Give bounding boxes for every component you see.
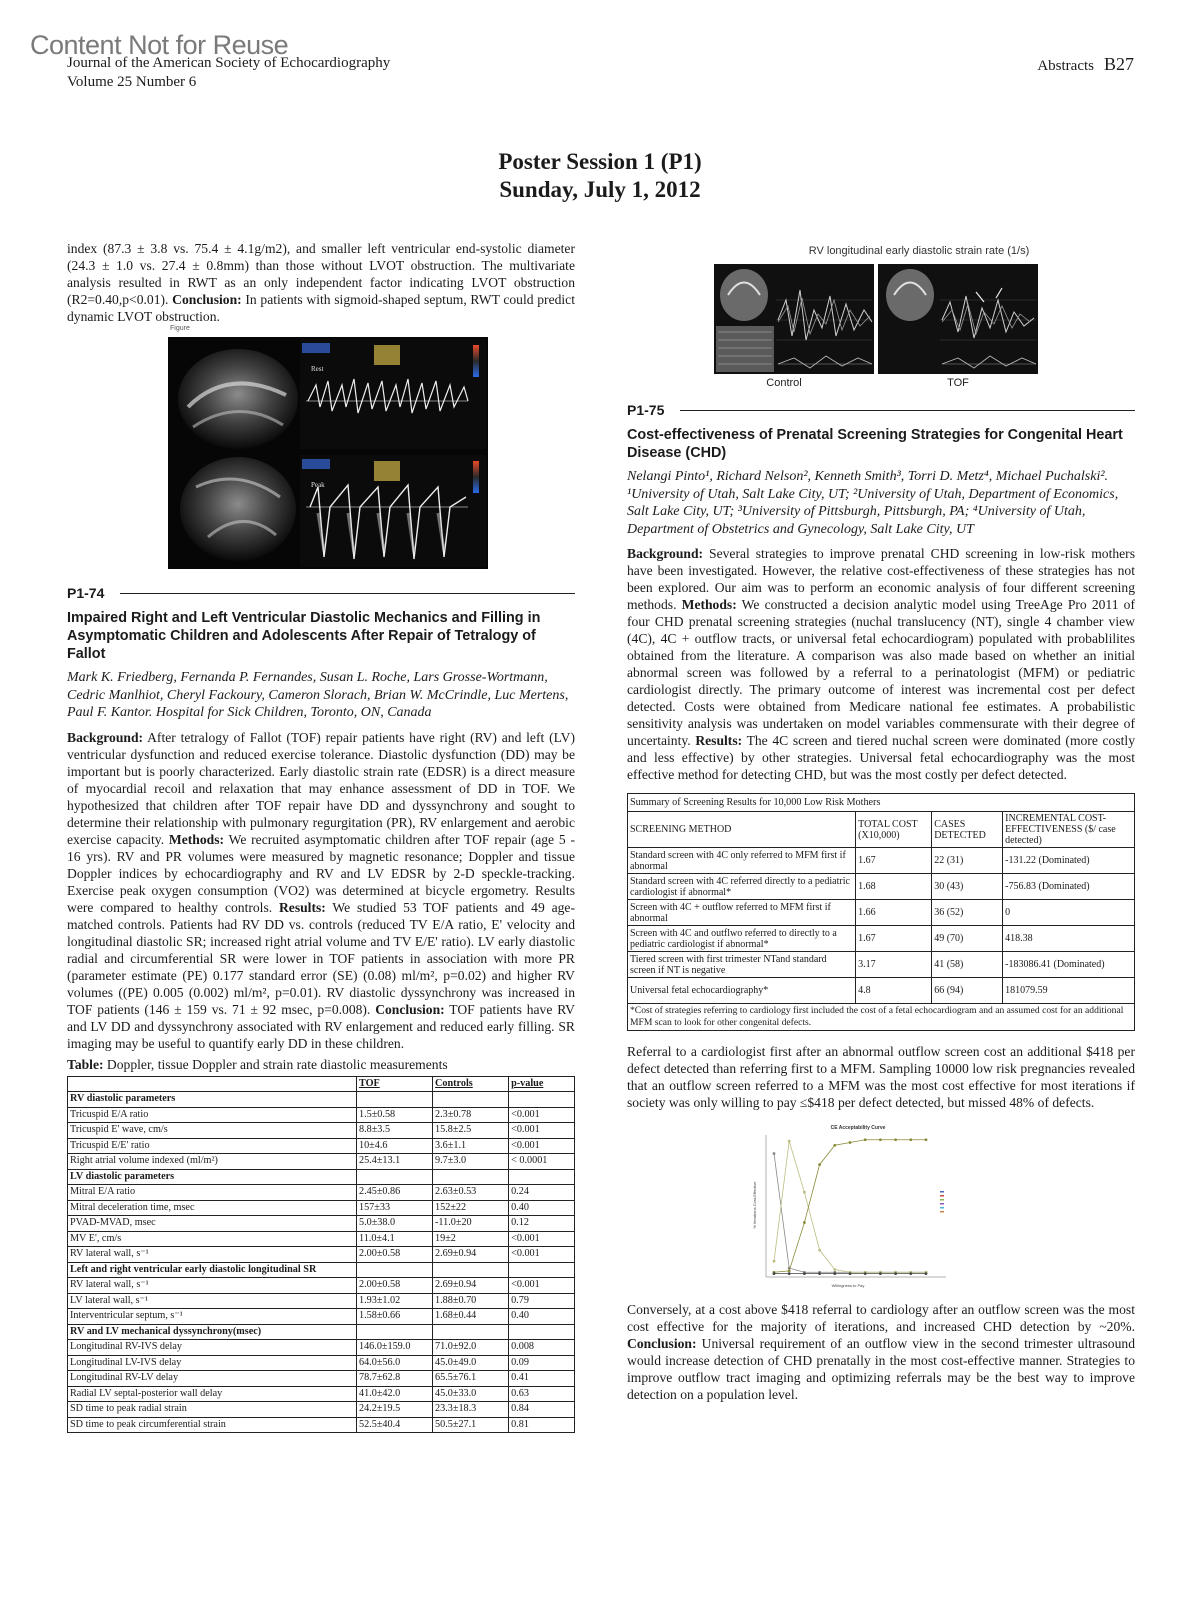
table-cell: Longitudinal RV-LV delay — [68, 1371, 357, 1387]
table-cell: PVAD-MVAD, msec — [68, 1216, 357, 1232]
table-row — [68, 1402, 575, 1418]
table-row — [68, 1278, 575, 1294]
ceac-point — [788, 1140, 791, 1143]
table-cell: 152±22 — [433, 1200, 509, 1216]
strain-label-control: Control — [766, 377, 802, 389]
page-number: B27 — [1103, 54, 1134, 74]
ceac-series-line — [774, 1141, 926, 1272]
figure-label: Figure — [170, 325, 190, 332]
table-cell: 36 (52) — [932, 900, 1003, 926]
table-cell: 65.5±76.1 — [433, 1371, 509, 1387]
authors-p174: Mark K. Friedberg, Fernanda P. Fernandes, Susan L. Roche, Lars Grosse-Wortmann, Cedric Manlhiot, Cheryl Fackoury, Cameron Slorach, Brian W. McCrindle, Luc Mertens, Paul F. Kantor. Hospital for Sick Children, Toronto, ON, Canada — [67, 670, 569, 720]
table-cell: 11.0±4.1 — [356, 1231, 432, 1247]
abstract-body-p174 — [67, 729, 575, 1052]
table-cell: 4.8 — [856, 978, 932, 1004]
table-caption-label: Table: — [67, 1056, 104, 1072]
results-text: We studied 53 TOF patients and 49 age-matched controls. Patients had RV DD vs. controls (reduced TV E/A ratio, E' velocity and longitudinal diastolic SR; increased right atrial volume and TV E/E' ratio). LV early diastolic radial and circumferential SR were lower in TOF patients in association with more PR (parameter estimate (PE) 0.177 standard error (SE) (0.08) ml/m², p=0.02) and higher RV volumes ((PE) 0.005 (0.002) ml/m², p=0.01). RV diastolic dyssynchrony was increased in TOF patients (146 ± 159 vs. 71 ± 92 msec, p=0.008). — [67, 899, 575, 1017]
running-head — [1037, 54, 1134, 75]
table-cell: 3.6±1.1 — [433, 1138, 509, 1154]
strain-label-tof: TOF — [947, 377, 969, 389]
table-cell: RV lateral wall, s⁻¹ — [68, 1247, 357, 1263]
table-cell: 25.4±13.1 — [356, 1154, 432, 1170]
ceac-point — [833, 1144, 836, 1147]
table-cell — [433, 1324, 509, 1340]
table-caption: Summary of Screening Results for 10,000 Low Risk Mothers — [628, 794, 1135, 812]
table-row — [68, 1231, 575, 1247]
table-row — [68, 1138, 575, 1154]
table-cell: MV E', cm/s — [68, 1231, 357, 1247]
table-cell: 1.67 — [856, 926, 932, 952]
ceac-point — [864, 1272, 867, 1275]
results-label: Results: — [695, 733, 743, 748]
table-cell: 15.8±2.5 — [433, 1123, 509, 1139]
ceac-point — [894, 1272, 897, 1275]
table-cell: 45.0±49.0 — [433, 1355, 509, 1371]
table-row — [68, 1355, 575, 1371]
table-row — [68, 1154, 575, 1170]
table-row — [68, 1309, 575, 1325]
table-cell: 0.40 — [509, 1309, 575, 1325]
section-label: Abstracts — [1037, 58, 1094, 74]
abstract-id-p175 — [627, 402, 1135, 418]
table-cell — [509, 1324, 575, 1340]
table-cell: 2.69±0.94 — [433, 1247, 509, 1263]
table-cell: SD time to peak circumferential strain — [68, 1417, 357, 1433]
table-cell: RV diastolic parameters — [68, 1092, 357, 1108]
table-row — [68, 1262, 575, 1278]
table-cell: 0.41 — [509, 1371, 575, 1387]
table-cell: Tricuspid E' wave, cm/s — [68, 1123, 357, 1139]
table-cell: 1.68 — [856, 874, 932, 900]
conversely-text: Conversely, at a cost above $418 referral to cardiology after an outflow screen was the most cost effective for the majority of iterations, and increased CHD detection by ~20%. — [627, 1302, 1135, 1334]
table-cell: Radial LV septal-posterior wall delay — [68, 1386, 357, 1402]
table-cell: 2.69±0.94 — [433, 1278, 509, 1294]
table-cell: 52.5±40.4 — [356, 1417, 432, 1433]
ceac-point — [864, 1138, 867, 1141]
ceac-point — [925, 1138, 928, 1141]
ceac-point — [818, 1163, 821, 1166]
table-cell: 9.7±3.0 — [433, 1154, 509, 1170]
table-row — [68, 1123, 575, 1139]
ceac-point — [803, 1221, 806, 1224]
table-row — [68, 1200, 575, 1216]
abstract-number: P1-75 — [627, 402, 665, 418]
table-row — [68, 1386, 575, 1402]
methods-label: Methods: — [681, 597, 737, 612]
table-cell: Mitral E/A ratio — [68, 1185, 357, 1201]
table-cell: -756.83 (Dominated) — [1003, 874, 1135, 900]
ceac-chart — [748, 1121, 954, 1289]
intro-conclusion-text: In patients with sigmoid-shaped septum, RWT could predict dynamic LVOT obstruction. — [67, 292, 575, 324]
table-cell: Tiered screen with first trimester NTand standard screen if NT is negative — [628, 952, 856, 978]
strain-panel-control — [714, 264, 874, 374]
table-cell: RV lateral wall, s⁻¹ — [68, 1278, 357, 1294]
watermark-text: Content Not for Reuse — [30, 30, 289, 60]
table-row — [68, 1371, 575, 1387]
table-cell: 5.0±38.0 — [356, 1216, 432, 1232]
table-cell: <0.001 — [509, 1278, 575, 1294]
paragraph-conversely — [627, 1301, 1135, 1403]
table-cell: 2.45±0.86 — [356, 1185, 432, 1201]
session-line-1: Poster Session 1 (P1) — [498, 149, 702, 174]
abstract-title-p175: Cost-effectiveness of Prenatal Screening Strategies for Congenital Heart Disease (CHD) — [627, 427, 1123, 461]
ceac-chart-graphic — [748, 1121, 954, 1289]
table-cell: SD time to peak radial strain — [68, 1402, 357, 1418]
table-cell: Mitral deceleration time, msec — [68, 1200, 357, 1216]
table-row — [68, 1417, 575, 1433]
table-cell: 1.58±0.66 — [356, 1309, 432, 1325]
table-cell: 66 (94) — [932, 978, 1003, 1004]
table-cell: 30 (43) — [932, 874, 1003, 900]
table-caption-row — [628, 794, 1135, 812]
ceac-point — [833, 1272, 836, 1275]
table-header-cell: p-value — [509, 1076, 575, 1092]
table-cell: Tricuspid E/A ratio — [68, 1107, 357, 1123]
table-row — [68, 1185, 575, 1201]
methods-text: We constructed a decision analytic model using TreeAge Pro 2011 of four CHD prenatal screening strategies (nuchal translucency (NT), single 4 chamber view (4C), 4C + outflow tracts, or universal fetal echocardiogram) populated with probablilites obtained from the literature. A comparison was also made based on whether an initial abnormal screen was followed by a referral to a perinatologist (MFM) or pediatric cardiologist directly. The primary outcome of interest was incremental cost per defect detected. Costs were obtained from Medicare national fee estimates. A probabilistic sensitivity analysis was undertaken on model variables commensurate with their degree of uncertainty. — [627, 597, 1135, 748]
background-label: Background: — [67, 729, 144, 745]
intro-conclusion-label: Conclusion: — [172, 292, 242, 307]
ceac-point — [879, 1138, 882, 1141]
table-footnote: *Cost of strategies referring to cardiology first included the cost of a fetal echocardiogram and an assumed cost for an additional MFM scan to look for other congenital defects. — [628, 1004, 1135, 1031]
intro-text: index (87.3 ± 3.8 vs. 75.4 ± 4.1g/m2), and smaller left ventricular end-systolic diameter (24.3 ± 1.0 vs. 27.4 ± 0.8mm) than those without LVOT obstruction. The multivariate analysis resulted in RWT as an only independent factor indicating LVOT obstruction (R2=0.40,p<0.01). — [67, 241, 575, 307]
table-cell: 1.5±0.58 — [356, 1107, 432, 1123]
abstract-title-p174: Impaired Right and Left Ventricular Diastolic Mechanics and Filling in Asymptomatic Children and Adolescents After Repair of Tetralogy of Fallot — [67, 610, 541, 662]
table-header-cell: SCREENING METHOD — [628, 812, 856, 848]
table-cell: Screen with 4C + outflow referred to MFM first if abnormal — [628, 900, 856, 926]
table-caption-text: Doppler, tissue Doppler and strain rate diastolic measurements — [106, 1056, 448, 1072]
table-cell: Interventricular septum, s⁻¹ — [68, 1309, 357, 1325]
ceac-point — [909, 1272, 912, 1275]
intro-paragraph — [67, 240, 575, 325]
table-cell: <0.001 — [509, 1123, 575, 1139]
ceac-point — [788, 1272, 791, 1275]
table-cell: <0.001 — [509, 1138, 575, 1154]
table-cell: LV diastolic parameters — [68, 1169, 357, 1185]
table-cell: 1.67 — [856, 848, 932, 874]
table-cell: -131.22 (Dominated) — [1003, 848, 1135, 874]
table-cell: Screen with 4C and outflwo referred to directly to a pediatric cardiologist if abnormal* — [628, 926, 856, 952]
table-cell: Longitudinal LV-IVS delay — [68, 1355, 357, 1371]
table-header-cell — [68, 1076, 357, 1092]
table-cell: 181079.59 — [1003, 978, 1135, 1004]
table-header-row — [628, 812, 1135, 848]
table-cell: 78.7±62.8 — [356, 1371, 432, 1387]
table-row — [628, 952, 1135, 978]
table-cell: 1.93±1.02 — [356, 1293, 432, 1309]
divider — [680, 410, 1135, 411]
echo-figure — [168, 325, 488, 569]
table-header-cell: CASES DETECTED — [932, 812, 1003, 848]
methods-label: Methods: — [168, 831, 225, 847]
conclusion-text: Universal requirement of an outflow view in the second trimester ultrasound would increase detection of CHD prenatally in the most cost-effective manner. Strategies to improve outflow tract imaging and optimizing referrals may be the best way to improve detection on a population level. — [627, 1336, 1135, 1402]
ceac-title: CE Acceptability Curve — [830, 1125, 886, 1131]
table-cell: 3.17 — [856, 952, 932, 978]
table-cell: 0.24 — [509, 1185, 575, 1201]
table-cell: 45.0±33.0 — [433, 1386, 509, 1402]
table-cell: 0.84 — [509, 1402, 575, 1418]
table-row — [628, 848, 1135, 874]
table-cell: 24.2±19.5 — [356, 1402, 432, 1418]
ceac-point — [925, 1272, 928, 1275]
background-label: Background: — [627, 546, 704, 561]
ceac-legend — [940, 1191, 944, 1213]
journal-title: Journal of the American Society of Echocardiography — [67, 55, 391, 71]
table-cell: 2.00±0.58 — [356, 1247, 432, 1263]
ceac-point — [773, 1260, 776, 1263]
table-cell: 8.8±3.5 — [356, 1123, 432, 1139]
ceac-point — [773, 1272, 776, 1275]
ceac-point — [849, 1272, 852, 1275]
session-line-2: Sunday, July 1, 2012 — [499, 177, 701, 202]
table-cell — [509, 1262, 575, 1278]
results-label: Results: — [278, 899, 326, 915]
background-text: After tetralogy of Fallot (TOF) repair patients have right (RV) and left (LV) ventricular dysfunction and reduced exercise tolerance. Diastolic dysfunction (DD) may be important but is poorly characterized. Early diastolic strain rate (EDSR) is a direct measure of myocardial recoil and relaxation that may enhance assessment of DD in TOF. We hypothesized that children after TOF repair have DD and dyssynchrony and sought to determine their relationship with pulmonary regurgitation (PR), RV enlargement and aerobic exercise capacity. — [67, 729, 575, 847]
divider — [120, 593, 575, 594]
ceac-series — [773, 1138, 928, 1275]
table-row — [628, 978, 1135, 1004]
table-cell: 10±4.6 — [356, 1138, 432, 1154]
table-cell: Universal fetal echocardiography* — [628, 978, 856, 1004]
ceac-y-axis-label: % Iterations Cost-Effective — [752, 1181, 757, 1229]
table-footnote-row — [628, 1004, 1135, 1031]
table-cell: 146.0±159.0 — [356, 1340, 432, 1356]
ceac-point — [833, 1268, 836, 1271]
ceac-series-line — [774, 1140, 926, 1272]
session-title — [0, 148, 1200, 204]
table-cell: 0.008 — [509, 1340, 575, 1356]
table-row — [68, 1107, 575, 1123]
table-cell — [356, 1092, 432, 1108]
table-row — [68, 1216, 575, 1232]
table-cell: Standard screen with 4C only referred to MFM first if abnormal — [628, 848, 856, 874]
conclusion-text: TOF patients have RV and LV DD and dyssynchrony associated with RV enlargement and reduced early filling. SR imaging may be useful to quantify early DD in these children. — [67, 1001, 575, 1051]
table-cell: < 0.0001 — [509, 1154, 575, 1170]
table-cell: 2.63±0.53 — [433, 1185, 509, 1201]
table-cell: Left and right ventricular early diastolic longitudinal SR — [68, 1262, 357, 1278]
echo-figure-graphic — [168, 337, 488, 569]
table-cell: -183086.41 (Dominated) — [1003, 952, 1135, 978]
table-cell — [356, 1324, 432, 1340]
ceac-point — [803, 1272, 806, 1275]
ceac-point — [849, 1141, 852, 1144]
strain-figure — [714, 240, 1124, 390]
abstract-id-p174 — [67, 585, 575, 601]
table-row — [68, 1092, 575, 1108]
table-cell: Tricuspid E/E' ratio — [68, 1138, 357, 1154]
abstract-number: P1-74 — [67, 585, 105, 601]
ceac-series-line — [774, 1154, 926, 1273]
table-row — [628, 900, 1135, 926]
table-cell — [433, 1262, 509, 1278]
table-cell: 19±2 — [433, 1231, 509, 1247]
table-cell — [356, 1169, 432, 1185]
table-cell: 157±33 — [356, 1200, 432, 1216]
screening-table — [627, 793, 1135, 1031]
table-cell: 0.12 — [509, 1216, 575, 1232]
abstract-body-p175 — [627, 545, 1135, 783]
table-cell: 1.88±0.70 — [433, 1293, 509, 1309]
table-cell — [433, 1092, 509, 1108]
table-cell: RV and LV mechanical dyssynchrony(msec) — [68, 1324, 357, 1340]
table-header-row — [68, 1076, 575, 1092]
table-cell: <0.001 — [509, 1107, 575, 1123]
diastolic-table — [67, 1076, 575, 1434]
table-cell: 41.0±42.0 — [356, 1386, 432, 1402]
table-cell: 50.5±27.1 — [433, 1417, 509, 1433]
table-row — [628, 874, 1135, 900]
table-cell: 23.3±18.3 — [433, 1402, 509, 1418]
methods-text: We recruited asymptomatic children after TOF repair (age 5 - 16 yrs). RV and PR volumes were measured by magnetic resonance; Doppler and tissue Doppler indices by echocardiography and RV and LV EDSR by 2-D speckle-tracking. Exercise peak oxygen consumption (VO2) was determined at bicycle ergometry. Results were compared to healthy controls. — [67, 831, 575, 915]
table-caption-p174 — [67, 1057, 575, 1073]
table-cell: <0.001 — [509, 1247, 575, 1263]
table-cell: 0.40 — [509, 1200, 575, 1216]
strain-panel-tof — [878, 264, 1038, 374]
strain-figure-graphic — [714, 240, 1124, 390]
table-row — [68, 1340, 575, 1356]
peak-label: Peak — [311, 481, 325, 489]
table-cell: 0.09 — [509, 1355, 575, 1371]
ceac-point — [879, 1272, 882, 1275]
right-column — [627, 240, 1135, 1403]
conclusion-label: Conclusion: — [375, 1001, 445, 1017]
ceac-point — [803, 1191, 806, 1194]
ceac-point — [818, 1272, 821, 1275]
ceac-x-axis-label: Willingness to Pay — [831, 1283, 865, 1288]
rest-label: Rest — [311, 365, 324, 373]
background-text: Several strategies to improve prenatal CHD screening in low-risk mothers have been investigated. However, the relative cost-effectiveness of these strategies has not been explored. Our aim was to perform an economic analysis of four different screening methods. — [627, 546, 1136, 612]
table-cell: 22 (31) — [932, 848, 1003, 874]
table-cell: 41 (58) — [932, 952, 1003, 978]
table-cell — [509, 1092, 575, 1108]
table-cell: 1.66 — [856, 900, 932, 926]
table-cell: 49 (70) — [932, 926, 1003, 952]
ceac-point — [788, 1269, 791, 1272]
table-row — [68, 1169, 575, 1185]
table-cell: 2.3±0.78 — [433, 1107, 509, 1123]
table-header-cell: INCREMENTAL COST-EFFECTIVENESS ($/ case detected) — [1003, 812, 1135, 848]
journal-volume: Volume 25 Number 6 — [67, 74, 197, 90]
table-header-cell: Controls — [433, 1076, 509, 1092]
table-row — [68, 1293, 575, 1309]
strain-figure-title: RV longitudinal early diastolic strain rate (1/s) — [808, 245, 1030, 257]
table-cell: Longitudinal RV-IVS delay — [68, 1340, 357, 1356]
table-row — [68, 1247, 575, 1263]
table-row — [628, 926, 1135, 952]
table-cell: 0.81 — [509, 1417, 575, 1433]
table-cell: 0.63 — [509, 1386, 575, 1402]
table-cell — [509, 1169, 575, 1185]
table-cell: 0 — [1003, 900, 1135, 926]
table-cell: 418.38 — [1003, 926, 1135, 952]
table-cell: 1.68±0.44 — [433, 1309, 509, 1325]
table-cell: -11.0±20 — [433, 1216, 509, 1232]
table-cell: 2.00±0.58 — [356, 1278, 432, 1294]
ceac-point — [909, 1138, 912, 1141]
table-header-cell: TOF — [356, 1076, 432, 1092]
ceac-point — [818, 1249, 821, 1252]
paragraph-referral: Referral to a cardiologist first after an abnormal outflow screen cost an additional $418 per defect detected than referring first to a MFM. Sampling 10000 low risk pregnancies revealed that an outflow screen referred to a MFM was the most cost effective for most iterations if society was only willing to pay ≤$418 per defect detected, but missed 48% of defects. — [627, 1044, 1135, 1110]
table-cell: Right atrial volume indexed (ml/m²) — [68, 1154, 357, 1170]
conclusion-label: Conclusion: — [627, 1336, 697, 1351]
table-cell: LV lateral wall, s⁻¹ — [68, 1293, 357, 1309]
table-row — [68, 1324, 575, 1340]
table-cell: 64.0±56.0 — [356, 1355, 432, 1371]
left-column — [67, 240, 575, 1433]
table-cell — [356, 1262, 432, 1278]
table-cell: Standard screen with 4C referred directly to a pediatric cardiologist if abnormal* — [628, 874, 856, 900]
ceac-point — [773, 1152, 776, 1155]
results-text: The 4C screen and tiered nuchal screen were dominated (more costly and less effective) by other strategies. Universal fetal echocardiography was the most effective method for detecting CHD, but was the most costly per defect detected. — [627, 733, 1135, 782]
table-cell — [433, 1169, 509, 1185]
table-cell: 71.0±92.0 — [433, 1340, 509, 1356]
table-cell: <0.001 — [509, 1231, 575, 1247]
table-cell: 0.79 — [509, 1293, 575, 1309]
table-header-cell: TOTAL COST (X10,000) — [856, 812, 932, 848]
ceac-point — [894, 1138, 897, 1141]
authors-p175: Nelangi Pinto¹, Richard Nelson², Kenneth Smith³, Torri D. Metz⁴, Michael Puchalski². ¹University of Utah, Salt Lake City, UT; ²University of Utah, Department of Economics, Salt Lake City, UT; ³University of Pittsburgh, Pittsburgh, PA; ⁴University of Utah, Department of Obstetrics and Gynecology, Salt Lake City, UT — [627, 469, 1119, 537]
